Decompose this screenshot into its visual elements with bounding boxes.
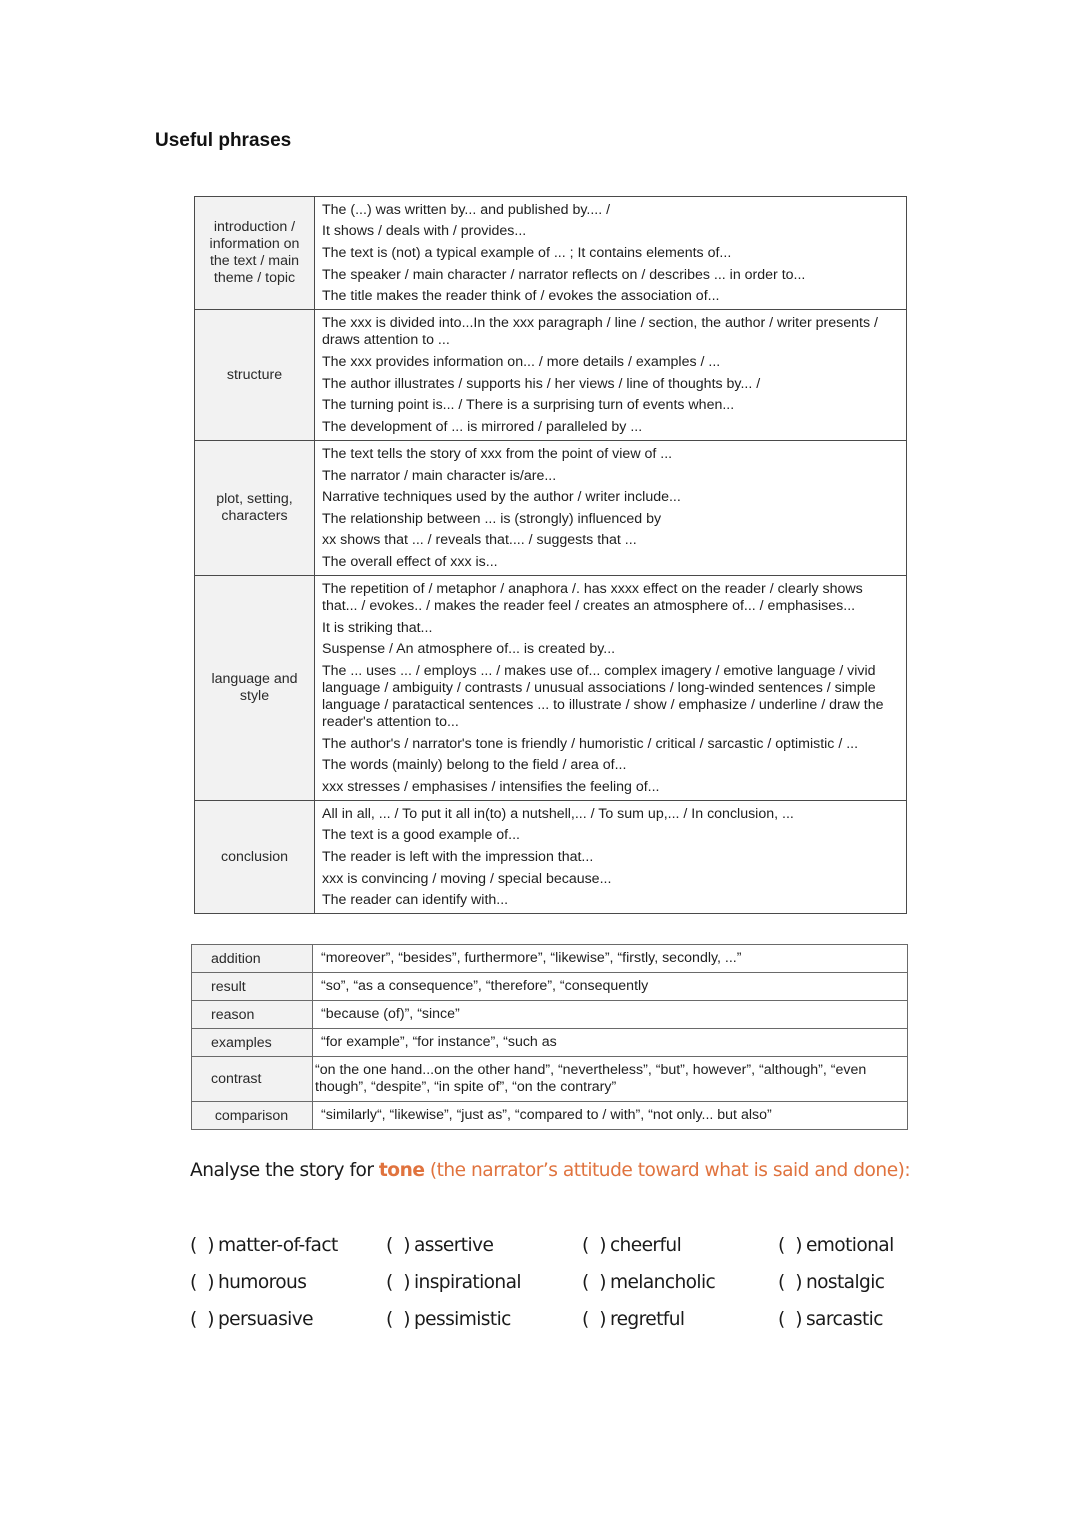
- tone-description: (the narrator’s attitude toward what is said and done):: [424, 1160, 911, 1181]
- tone-option-label: cheerful: [609, 1235, 682, 1256]
- category-cell: contrast: [192, 1057, 313, 1102]
- connectives-cell: “moreover”, “besides”, furthermore”, “likewise”, “firstly, secondly, ...”: [313, 945, 908, 973]
- table-row: [192, 1102, 908, 1130]
- tone-option-nostalgic[interactable]: [778, 1271, 930, 1294]
- category-cell: comparison: [192, 1102, 313, 1130]
- connectives-cell: “so”, “as a consequence”, “therefore”, “consequently: [313, 973, 908, 1001]
- phrase-line: The text tells the story of xxx from the point of view of ...: [322, 446, 673, 463]
- tone-instruction-prefix: Analyse the story for: [190, 1160, 379, 1181]
- phrase-line: The text is (not) a typical example of ... ; It contains elements of...: [322, 245, 732, 261]
- tone-option-emotional[interactable]: [778, 1234, 930, 1257]
- phrase-line: The repetition of / metaphor / anaphora /. has xxxx effect on the reader / clearly shows that... / evokes.. / makes the reader feel / creates an atmosphere of... / emphasises...: [322, 581, 863, 615]
- category-cell: structure: [195, 310, 315, 441]
- phrase-line: The author's / narrator's tone is friendly / humoristic / critical / sarcastic / optimistic / ...: [322, 735, 859, 752]
- table-row: [195, 441, 907, 576]
- table-row: [192, 945, 908, 973]
- tone-option-label: regretful: [609, 1309, 685, 1330]
- phrase-line: The reader can identify with...: [322, 892, 509, 909]
- phrase-line: It shows / deals with / provides...: [322, 223, 527, 240]
- checkbox-parentheses-icon[interactable]: ( ): [386, 1235, 410, 1256]
- checkbox-parentheses-icon[interactable]: ( ): [778, 1272, 802, 1293]
- tone-options-grid: [190, 1234, 930, 1331]
- table-row: [195, 310, 907, 441]
- phrases-cell: [315, 441, 907, 576]
- phrase-line: The text is a good example of...: [322, 827, 520, 844]
- category-cell: introduction / information on the text / main theme / topic: [195, 197, 315, 310]
- tone-option-label: nostalgic: [805, 1272, 885, 1293]
- tone-option-humorous[interactable]: [190, 1271, 386, 1294]
- tone-option-label: pessimistic: [413, 1309, 511, 1330]
- tone-option-label: sarcastic: [805, 1309, 883, 1330]
- tone-keyword: tone: [378, 1160, 425, 1181]
- phrase-line: The words (mainly) belong to the field / area of...: [322, 757, 627, 774]
- phrase-line: The author illustrates / supports his / her views / line of thoughts by... /: [322, 375, 761, 392]
- phrase-line: It is striking that...: [322, 619, 433, 636]
- checkbox-parentheses-icon[interactable]: ( ): [190, 1235, 214, 1256]
- phrase-line: xxx stresses / emphasises / intensifies the feeling of...: [322, 778, 660, 795]
- connectives-cell: “for example”, “for instance”, “such as: [313, 1029, 908, 1057]
- tone-option-label: assertive: [413, 1235, 494, 1256]
- page-title: Useful phrases: [155, 130, 292, 151]
- phrase-line: The xxx is divided into...In the xxx paragraph / line / section, the author / writer presents / draws attention to ...: [322, 315, 878, 349]
- connectives-cell: “on the one hand...on the other hand”, “nevertheless”, “but”, however”, “although”, “even though”, “despite”, “in spite of”, “on the contrary”: [313, 1057, 908, 1102]
- phrases-cell: [315, 197, 907, 310]
- tone-option-label: humorous: [217, 1272, 307, 1293]
- connectives-cell: “similarly“, “likewise”, “just as”, “compared to / with”, “not only... but also”: [313, 1102, 908, 1130]
- checkbox-parentheses-icon[interactable]: ( ): [778, 1309, 802, 1330]
- checkbox-parentheses-icon[interactable]: ( ): [582, 1272, 606, 1293]
- category-cell: plot, setting, characters: [195, 441, 315, 576]
- category-cell: examples: [192, 1029, 313, 1057]
- phrase-line: Narrative techniques used by the author / writer include...: [322, 489, 681, 506]
- checkbox-parentheses-icon[interactable]: ( ): [582, 1235, 606, 1256]
- checkbox-parentheses-icon[interactable]: ( ): [190, 1309, 214, 1330]
- tone-option-regretful[interactable]: [582, 1308, 778, 1331]
- phrase-line: Suspense / An atmosphere of... is created by...: [322, 641, 616, 658]
- phrase-line: The (...) was written by... and published by.... /: [322, 201, 611, 218]
- useful-phrases-table: [194, 196, 907, 914]
- phrase-line: The ... uses ... / employs ... / makes use of... complex imagery / emotive language / vivid language / ambiguity / contrasts / unusual associations / long-winded sentences / simple language / paratactical sentences ... to illustrate / show / emphasize / underline / draw the reader's attention to...: [322, 663, 884, 730]
- category-cell: reason: [192, 1001, 313, 1029]
- phrase-line: xxx is convincing / moving / special because...: [322, 870, 612, 887]
- tone-option-assertive[interactable]: [386, 1234, 582, 1257]
- phrase-line: The narrator / main character is/are...: [322, 467, 557, 484]
- tone-option-melancholic[interactable]: [582, 1271, 778, 1294]
- tone-option-inspirational[interactable]: [386, 1271, 582, 1294]
- connectives-table: [191, 944, 908, 1130]
- table-row: [192, 1029, 908, 1057]
- checkbox-parentheses-icon[interactable]: ( ): [386, 1309, 410, 1330]
- tone-option-label: inspirational: [413, 1272, 521, 1293]
- table-row: [192, 973, 908, 1001]
- phrase-line: The speaker / main character / narrator reflects on / describes ... in order to...: [322, 266, 806, 283]
- checkbox-parentheses-icon[interactable]: ( ): [582, 1309, 606, 1330]
- tone-option-label: matter-of-fact: [217, 1235, 338, 1256]
- phrase-line: The title makes the reader think of / evokes the association of...: [322, 288, 720, 305]
- phrases-cell: [315, 576, 907, 801]
- tone-option-pessimistic[interactable]: [386, 1308, 582, 1331]
- phrases-cell: [315, 310, 907, 441]
- table-row: [192, 1057, 908, 1102]
- tone-option-label: melancholic: [609, 1272, 716, 1293]
- checkbox-parentheses-icon[interactable]: ( ): [778, 1235, 802, 1256]
- phrase-line: The turning point is... / There is a surprising turn of events when...: [322, 397, 735, 414]
- phrase-line: The reader is left with the impression that...: [322, 849, 594, 865]
- tone-option-label: persuasive: [217, 1309, 313, 1330]
- category-cell: conclusion: [195, 801, 315, 914]
- phrase-line: The overall effect of xxx is...: [322, 553, 498, 570]
- phrase-line: The xxx provides information on... / more details / examples / ...: [322, 353, 721, 370]
- category-cell: language and style: [195, 576, 315, 801]
- category-cell: result: [192, 973, 313, 1001]
- phrase-line: xx shows that ... / reveals that.... / suggests that ...: [322, 532, 637, 549]
- table-row: [195, 197, 907, 310]
- phrases-cell: [315, 801, 907, 914]
- table-row: [195, 801, 907, 914]
- tone-option-label: emotional: [805, 1235, 894, 1256]
- checkbox-parentheses-icon[interactable]: ( ): [190, 1272, 214, 1293]
- tone-instruction: [190, 1160, 910, 1181]
- table-row: [192, 1001, 908, 1029]
- phrase-line: The relationship between ... is (strongly) influenced by: [322, 510, 662, 527]
- phrase-line: The development of ... is mirrored / paralleled by ...: [322, 418, 643, 435]
- connectives-cell: “because (of)”, “since”: [313, 1001, 908, 1029]
- tone-option-cheerful[interactable]: [582, 1234, 778, 1257]
- checkbox-parentheses-icon[interactable]: ( ): [386, 1272, 410, 1293]
- category-cell: addition: [192, 945, 313, 973]
- tone-option-matter-of-fact[interactable]: [190, 1234, 386, 1257]
- tone-option-sarcastic[interactable]: [778, 1308, 930, 1331]
- table-row: [195, 576, 907, 801]
- tone-option-persuasive[interactable]: [190, 1308, 386, 1331]
- phrase-line: All in all, ... / To put it all in(to) a nutshell,... / To sum up,... / In conclusion, ...: [322, 805, 794, 822]
